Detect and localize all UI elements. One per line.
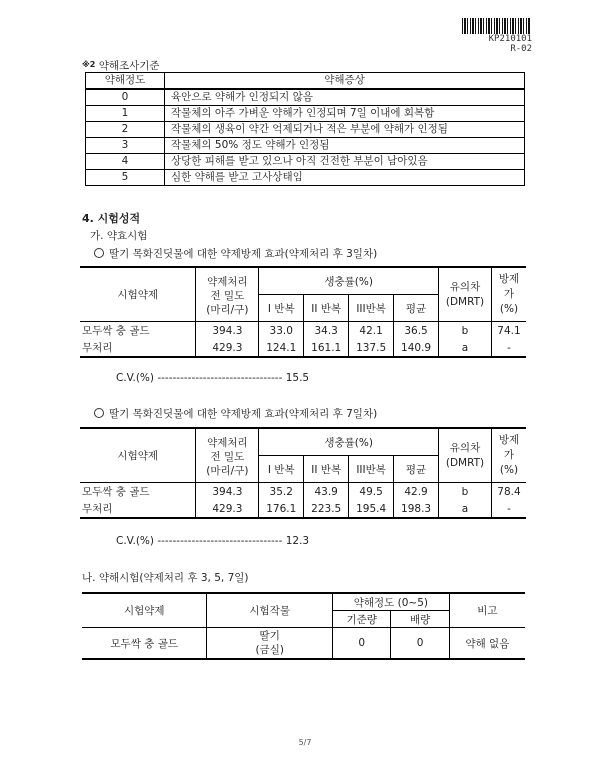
- degree-cell: 4: [86, 154, 165, 170]
- col-header-survival: 생충률(%): [259, 267, 439, 295]
- ctrl-cell: -: [491, 500, 526, 518]
- cv-label: C.V.(%) ---------------------------------: [116, 372, 283, 384]
- rep2-cell: 43.9: [304, 483, 349, 501]
- col-header-agent: 시험약제: [80, 428, 196, 483]
- degree-cell: 2: [86, 122, 165, 138]
- crop-cell: [207, 628, 333, 660]
- col-header-double: 배량: [391, 611, 449, 628]
- density-line-3: (마리/구): [206, 464, 249, 477]
- table-row: [80, 322, 526, 340]
- col-header-degree: 약해정도: [86, 73, 165, 90]
- rep1-cell: 33.0: [259, 322, 304, 340]
- agent-cell: 무처리: [80, 339, 196, 357]
- density-line-1: 약제처리: [207, 275, 248, 288]
- symptom-cell: 작물체의 생육이 약간 억제되거나 적은 부분에 약해가 인정됨: [165, 122, 525, 138]
- eff1-cv: [116, 372, 309, 384]
- efficacy-table-3day: [80, 266, 526, 358]
- degree-cell: 0: [86, 89, 165, 106]
- col-header-significance: [439, 267, 492, 322]
- table-row: [80, 483, 526, 501]
- ctrl-line-2: (%): [499, 303, 519, 315]
- col-header-rep1: I 반복: [259, 295, 304, 322]
- avg-cell: 42.9: [394, 483, 439, 501]
- degree-cell: 3: [86, 138, 165, 154]
- sig-line-1: 유의차: [449, 280, 481, 293]
- density-cell: 394.3: [196, 322, 259, 340]
- table-row: [86, 89, 525, 106]
- phyto-test-title: 나. 약해시험(약제처리 후 3, 5, 7일): [82, 572, 249, 584]
- sig-line-2: (DMRT): [445, 295, 485, 308]
- col-header-note: 비고: [449, 593, 525, 628]
- efficacy-table-7day: [80, 427, 526, 519]
- ctrl-cell: 74.1: [491, 322, 526, 340]
- agent-cell: 모두싹 충 골드: [80, 322, 196, 340]
- table-row: [82, 628, 525, 660]
- rep2-cell: 34.3: [304, 322, 349, 340]
- col-header-survival: 생충률(%): [259, 428, 439, 456]
- standard-cell: 0: [332, 628, 390, 660]
- ctrl-cell: 78.4: [491, 483, 526, 501]
- sig-cell: b: [439, 322, 492, 340]
- avg-cell: 140.9: [394, 339, 439, 357]
- col-header-rep3: III반복: [349, 295, 394, 322]
- page-number: 5/7: [298, 738, 312, 747]
- rep2-cell: 223.5: [304, 500, 349, 518]
- ctrl-cell: -: [491, 339, 526, 357]
- cv-value: 12.3: [285, 535, 310, 547]
- cv-value: 15.5: [285, 372, 310, 384]
- symptom-cell: 작물체의 50% 정도 약해가 인정됨: [165, 138, 525, 154]
- col-header-crop: 시험작물: [207, 593, 333, 628]
- note-cell: 약해 없음: [449, 628, 525, 660]
- circle-bullet-icon: [94, 248, 104, 258]
- density-line-2: 전 밀도: [210, 289, 245, 302]
- table-row: [80, 339, 526, 357]
- subsection-efficacy: 가. 약효시험: [90, 230, 148, 242]
- barcode: [462, 18, 530, 34]
- sig-cell: b: [439, 483, 492, 501]
- rep3-cell: 42.1: [349, 322, 394, 340]
- degree-cell: 5: [86, 170, 165, 186]
- table-row: [86, 170, 525, 186]
- table-row: [86, 154, 525, 170]
- density-line-2: 전 밀도: [210, 450, 245, 463]
- density-cell: 429.3: [196, 500, 259, 518]
- rep1-cell: 176.1: [259, 500, 304, 518]
- rep2-cell: 161.1: [304, 339, 349, 357]
- rep1-cell: 35.2: [259, 483, 304, 501]
- sig-cell: a: [439, 339, 492, 357]
- col-header-symptom: 약해증상: [165, 73, 525, 90]
- agent-cell: 무처리: [80, 500, 196, 518]
- col-header-density: [196, 428, 259, 483]
- symptom-cell: 상당한 피해를 받고 있으나 아직 건전한 부분이 남아있음: [165, 154, 525, 170]
- agent-cell: 모두싹 충 골드: [80, 483, 196, 501]
- col-header-rep1: I 반복: [259, 456, 304, 483]
- sig-cell: a: [439, 500, 492, 518]
- col-header-rep3: III반복: [349, 456, 394, 483]
- note2-title: [82, 58, 160, 73]
- avg-cell: 198.3: [394, 500, 439, 518]
- density-cell: 394.3: [196, 483, 259, 501]
- table-row: [86, 106, 525, 122]
- col-header-rep2: II 반복: [304, 295, 349, 322]
- double-cell: 0: [391, 628, 449, 660]
- note2-label: 약해조사기준: [98, 60, 160, 72]
- eff1-caption: [94, 246, 377, 261]
- doc-revision: R-02: [510, 44, 532, 54]
- circle-bullet-icon: [94, 408, 104, 418]
- avg-cell: 36.5: [394, 322, 439, 340]
- doc-code: [470, 34, 532, 54]
- degree-cell: 1: [86, 106, 165, 122]
- density-line-3: (마리/구): [206, 303, 249, 316]
- sig-line-2: (DMRT): [445, 456, 485, 469]
- doc-code-number: KP210101: [488, 34, 532, 44]
- agent-cell: 모두싹 충 골드: [82, 628, 207, 660]
- section-title: 4. 시험성적: [82, 212, 141, 225]
- col-header-rep2: II 반복: [304, 456, 349, 483]
- col-header-avg: 평균: [394, 295, 439, 322]
- symptom-cell: 심한 약해를 받고 고사상태임: [165, 170, 525, 186]
- crop-name: 딸기: [259, 630, 280, 642]
- eff2-cv: [116, 535, 309, 547]
- symptom-cell: 육안으로 약해가 인정되지 않음: [165, 89, 525, 106]
- col-header-significance: [439, 428, 492, 483]
- col-header-degree: 약해정도 (0~5): [332, 593, 449, 611]
- ctrl-line-2: (%): [499, 464, 519, 476]
- table-row: [86, 138, 525, 154]
- rep1-cell: 124.1: [259, 339, 304, 357]
- col-header-control: [491, 267, 526, 322]
- crop-variety: (금실): [255, 644, 284, 656]
- eff2-caption: [94, 406, 377, 421]
- phyto-criteria-table: [85, 72, 525, 186]
- table-row: [80, 500, 526, 518]
- col-header-agent: 시험약제: [80, 267, 196, 322]
- col-header-density: [196, 267, 259, 322]
- sig-line-1: 유의차: [449, 441, 481, 454]
- rep3-cell: 49.5: [349, 483, 394, 501]
- col-header-avg: 평균: [394, 456, 439, 483]
- phyto-test-table: [82, 592, 525, 660]
- note2-mark: ※2: [82, 60, 96, 69]
- density-line-1: 약제처리: [207, 436, 248, 449]
- rep3-cell: 195.4: [349, 500, 394, 518]
- col-header-agent: 시험약제: [82, 593, 207, 628]
- table-row: [86, 122, 525, 138]
- eff1-caption-text: 딸기 목화진딧물에 대한 약제방제 효과(약제처리 후 3일차): [109, 248, 378, 260]
- ctrl-line-1: 방제가: [498, 434, 520, 461]
- eff2-caption-text: 딸기 목화진딧물에 대한 약제방제 효과(약제처리 후 7일차): [109, 408, 378, 420]
- rep3-cell: 137.5: [349, 339, 394, 357]
- cv-label: C.V.(%) ---------------------------------: [116, 535, 283, 547]
- ctrl-line-1: 방제가: [498, 273, 520, 300]
- symptom-cell: 작물체의 아주 가벼운 약해가 인정되며 7일 이내에 회복함: [165, 106, 525, 122]
- col-header-control: [491, 428, 526, 483]
- density-cell: 429.3: [196, 339, 259, 357]
- col-header-standard: 기준량: [332, 611, 390, 628]
